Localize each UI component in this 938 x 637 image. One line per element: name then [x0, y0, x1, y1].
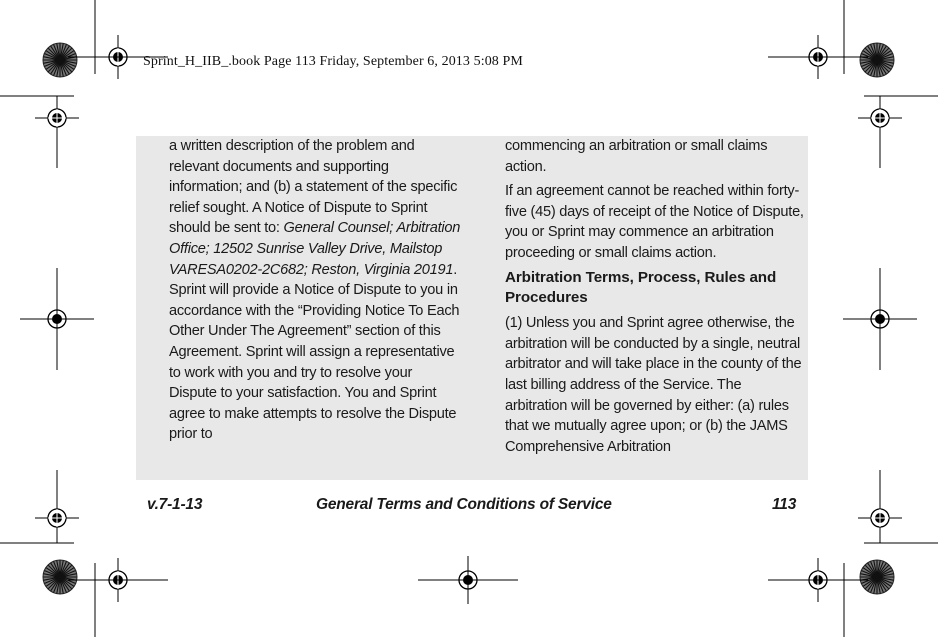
content-panel [136, 136, 808, 480]
dispute-address: General Counsel; Arbitration Office; 12502 Sunrise Valley Drive, Mailstop VARESA0202-2C682; Reston, Virginia 20191 [169, 220, 461, 278]
footer-page-number: 113 [772, 496, 797, 513]
star-target-icon [860, 560, 894, 594]
star-target-icon [860, 43, 894, 77]
paragraph-text: a written description of the problem and relevant documents and supporting information; and (b) a statement of the specific relief sought. A Notice of Dispute to Sprint should be sent to: [169, 138, 458, 237]
right-column [505, 136, 805, 457]
footer-title: General Terms and Conditions of Service [316, 496, 612, 513]
paragraph: (1) Unless you and Sprint agree otherwise, the arbitration will be conducted by a single, neutral arbitrator and will take place in the county of the last billing address of the Service. The arbitration will be governed by either: (a) rules that we mutually agree upon; or (b) the JAMS Comprehensive Arbitration [505, 315, 802, 455]
paragraph: commencing an arbitration or small claims action. [505, 138, 768, 175]
section-heading: Arbitration Terms, Process, Rules and Procedures [505, 268, 777, 307]
registration-mark-icon [35, 96, 79, 140]
star-target-icon [43, 43, 77, 77]
paragraph [169, 136, 462, 445]
paragraph-text: . Sprint will provide a Notice of Dispute to you in accordance with the “Providing Notice To Each Other Under The Agreement” section of this Agreement. Sprint will assign a representative to work with you and try to resolve your Dispute to your satisfaction. You and Sprint agree to make attempts to resolve the Dispute prior to [169, 261, 460, 443]
registration-mark-icon [858, 96, 902, 140]
paragraph: If an agreement cannot be reached within forty-five (45) days of receipt of the Notice of Dispute, you or Sprint may commence an arbitration proceeding or small claims action. [505, 183, 804, 261]
star-target-icon [43, 560, 77, 594]
book-page-header: Sprint_H_IIB_.book Page 113 Friday, September 6, 2013 5:08 PM [143, 54, 523, 69]
registration-mark-icon [35, 496, 79, 540]
registration-mark-icon [858, 496, 902, 540]
left-column [169, 136, 462, 445]
footer-version: v.7-1-13 [147, 496, 203, 513]
